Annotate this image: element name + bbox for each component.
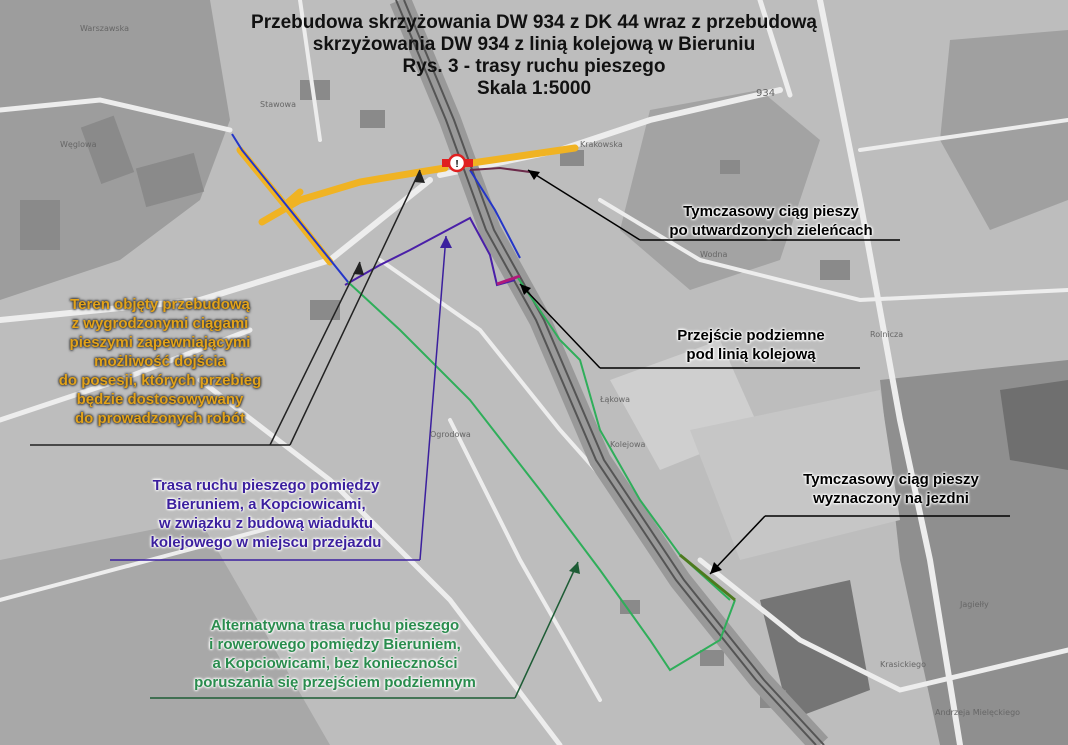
street-label-mieleckiego: Andrzeja Mielęckiego xyxy=(935,708,1021,717)
street-label-kolejowa: Kolejowa xyxy=(610,440,646,449)
street-label-rolnicza: Rolnicza xyxy=(870,330,904,339)
label-purple-route: Trasa ruchu pieszego pomiędzy Bieruniem, a Kopciowicami, w związku z budową wiaduktu kolejowego w miejscu przejazdu xyxy=(150,477,382,551)
dark-area xyxy=(1000,380,1068,470)
street-label-ogrodowa: Ogrodowa xyxy=(430,430,471,439)
label-temporary-road-path: Tymczasowy ciąg pieszy wyznaczony na jezdni xyxy=(803,471,979,507)
label-temporary-green-path: Tymczasowy ciąg pieszy po utwardzonych zieleńcach xyxy=(669,203,873,239)
title-line-2: skrzyżowania DW 934 z linią kolejową w Bieruniu xyxy=(312,34,756,55)
street-label-warszawska: Warszawska xyxy=(80,24,129,33)
street-label-weglowa: Węglowa xyxy=(60,140,97,149)
street-label-stawowa: Stawowa xyxy=(260,100,296,109)
label-underpass: Przejście podziemne pod linią kolejową xyxy=(677,327,825,363)
street-label-jagielly: Jagiełły xyxy=(960,600,989,609)
title-line-4: Skala 1:5000 xyxy=(476,78,592,99)
street-label-wodna: Wodna xyxy=(700,250,728,259)
street-label-lakowa: Łąkowa xyxy=(600,395,631,404)
road-number-934: 934 xyxy=(756,88,776,99)
svg-text:!: ! xyxy=(455,159,459,170)
title-line-3: Rys. 3 - trasy ruchu pieszego xyxy=(402,56,666,77)
street-label-krakowska: Krakowska xyxy=(580,140,623,149)
map-title xyxy=(0,12,1068,100)
label-green-route: Alternatywna trasa ruchu pieszego i rowerowego pomiędzy Bieruniem, a Kopciowicami, bez konieczności poruszania się przejściem podziemnym xyxy=(194,617,476,691)
label-construction-area: Teren objęty przebudową z wygrodzonymi ciągami pieszymi zapewniającymi możliwość dojścia do posesji, których przebieg będzie dostosowywany do prowadzonych robót xyxy=(58,296,262,427)
street-label-krasickiego: Krasickiego xyxy=(880,660,926,669)
title-line-1: Przebudowa skrzyżowania DW 934 z DK 44 wraz z przebudową xyxy=(251,12,817,33)
